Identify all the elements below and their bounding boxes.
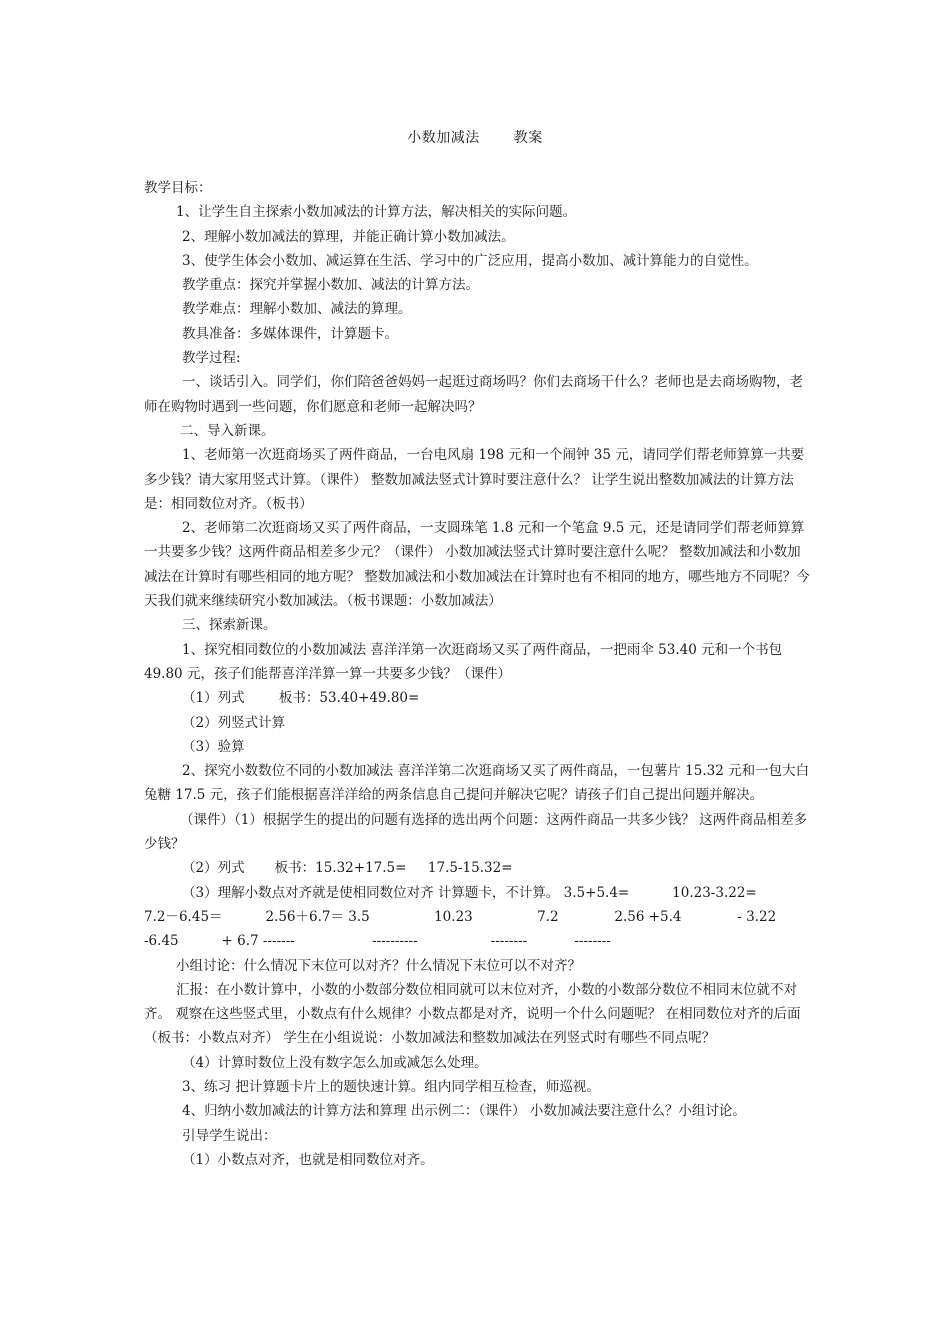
materials: 教具准备：多媒体课件，计算题卡。 (182, 325, 398, 342)
section-heading-objectives: 教学目标： (144, 180, 212, 196)
step-item: （2）列竖式计算 (182, 714, 286, 731)
key-point: 教学重点：探究并掌握小数加、减法的计算方法。 (182, 277, 479, 294)
process-heading: 教学过程: (182, 350, 241, 367)
section-heading: 三、探索新课。 (182, 617, 277, 634)
paragraph: 汇报：在小数计算中，小数的小数部分数位相同就可以末位对齐，小数的小数部分数位不相同末位就不对齐。 观察在这些竖式里，小数点有什么规律？小数点都是对齐，说明一个什么问题呢？ 在相同数位对齐的后面（板书：小数点对齐） 学生在小组说说：小数加减法和整数加减法在列竖式时有哪些不同点呢？ (144, 981, 801, 1047)
paragraph: 4、归纳小数加减法的计算方法和算理 出示例二：（课件） 小数加减法要注意什么？小组讨论。 (182, 1103, 746, 1120)
calculation-line: -6.45 + 6.7 ------- ---------- -------- -------- (144, 933, 611, 950)
paragraph: 1、探究相同数位的小数加减法 喜洋洋第一次逛商场又买了两件商品，一把雨伞 53.40 元和一个书包 49.80 元，孩子们能帮喜洋洋算一算一共要多少钱？（课件） (144, 641, 783, 682)
title-suffix: 教案 (513, 130, 543, 146)
step-item: （3）验算 (182, 738, 245, 755)
section-heading: 二、导入新课。 (180, 422, 275, 439)
step-item: （1）小数点对齐，也就是相同数位对齐。 (182, 1151, 434, 1168)
step-item: （1）列式 板书：53.40+49.80= (182, 690, 420, 707)
paragraph: 小组讨论：什么情况下末位可以对齐？什么情况下末位可以不对齐？ (176, 957, 581, 974)
step-item: （2）列式 板书：15.32+17.5= 17.5-15.32= (182, 860, 513, 877)
step-item: （4）计算时数位上没有数字怎么加或减怎么处理。 (182, 1054, 488, 1071)
paragraph: 2、探究小数数位不同的小数加减法 喜洋洋第二次逛商场又买了两件商品，一包薯片 15.32 元和一包大白兔糖 17.5 元，孩子们能根据喜洋洋给的两条信息自己提问并解决它呢？请孩子们自己提出问题并解决。 (144, 763, 810, 804)
paragraph: 一、谈话引入。同学们，你们陪爸爸妈妈一起逛过商场吗？你们去商场干什么？老师也是去商场购物，老师在购物时遇到一些问题，你们愿意和老师一起解决吗？ (144, 374, 803, 415)
calculation-line: 7.2－6.45＝ 2.56＋6.7＝ 3.5 10.23 7.2 2.56 +5.4 - 3.22 (144, 908, 777, 925)
objective-item: 2、理解小数加减法的算理，并能正确计算小数加减法。 (182, 228, 515, 245)
document-body (144, 176, 812, 1172)
paragraph: 引导学生说出： (182, 1127, 277, 1144)
paragraph: 2、老师第二次逛商场又买了两件商品，一支圆珠笔 1.8 元和一个笔盒 9.5 元，还是请同学们帮老师算算一共要多少钱？这两件商品相差多少元？（课件） 小数加减法竖式计算时要注意什么呢？ 整数加减法和小数加减法在计算时有哪些相同的地方呢？ 整数加减法和小数加减法在计算时也有不相同的地方，哪些地方不同呢？今天我们就来继续研究小数加减法。（板书课题：小数加减法） (144, 520, 810, 610)
paragraph: （课件）（1）根据学生的提出的问题有选择的选出两个问题：这两件商品一共多少钱？ 这两件商品相差多少钱？ (144, 811, 808, 853)
paragraph: 3、练习 把计算题卡片上的题快速计算。组内同学相互检查，师巡视。 (182, 1078, 600, 1095)
objective-item: 3、使学生体会小数加、减运算在生活、学习中的广泛应用，提高小数加、减计算能力的自觉性。 (182, 252, 758, 269)
step-item: （3）理解小数点对齐就是使相同数位对齐 计算题卡，不计算。 3.5+5.4= 10.23-3.22= (182, 884, 757, 901)
title-main: 小数加减法 (407, 130, 480, 146)
document-title (0, 127, 950, 147)
difficulty-point: 教学难点：理解小数加、减法的算理。 (182, 301, 412, 318)
paragraph: 1、老师第一次逛商场买了两件商品，一台电风扇 198 元和一个闹钟 35 元，请同学们帮老师算算一共要多少钱？请大家用竖式计算。（课件） 整数加减法竖式计算时要注意什么？ 让学生说出整数加减法的计算方法是：相同数位对齐。（板书） (144, 447, 805, 512)
objective-item: 1、让学生自主探索小数加减法的计算方法，解决相关的实际问题。 (176, 204, 577, 221)
